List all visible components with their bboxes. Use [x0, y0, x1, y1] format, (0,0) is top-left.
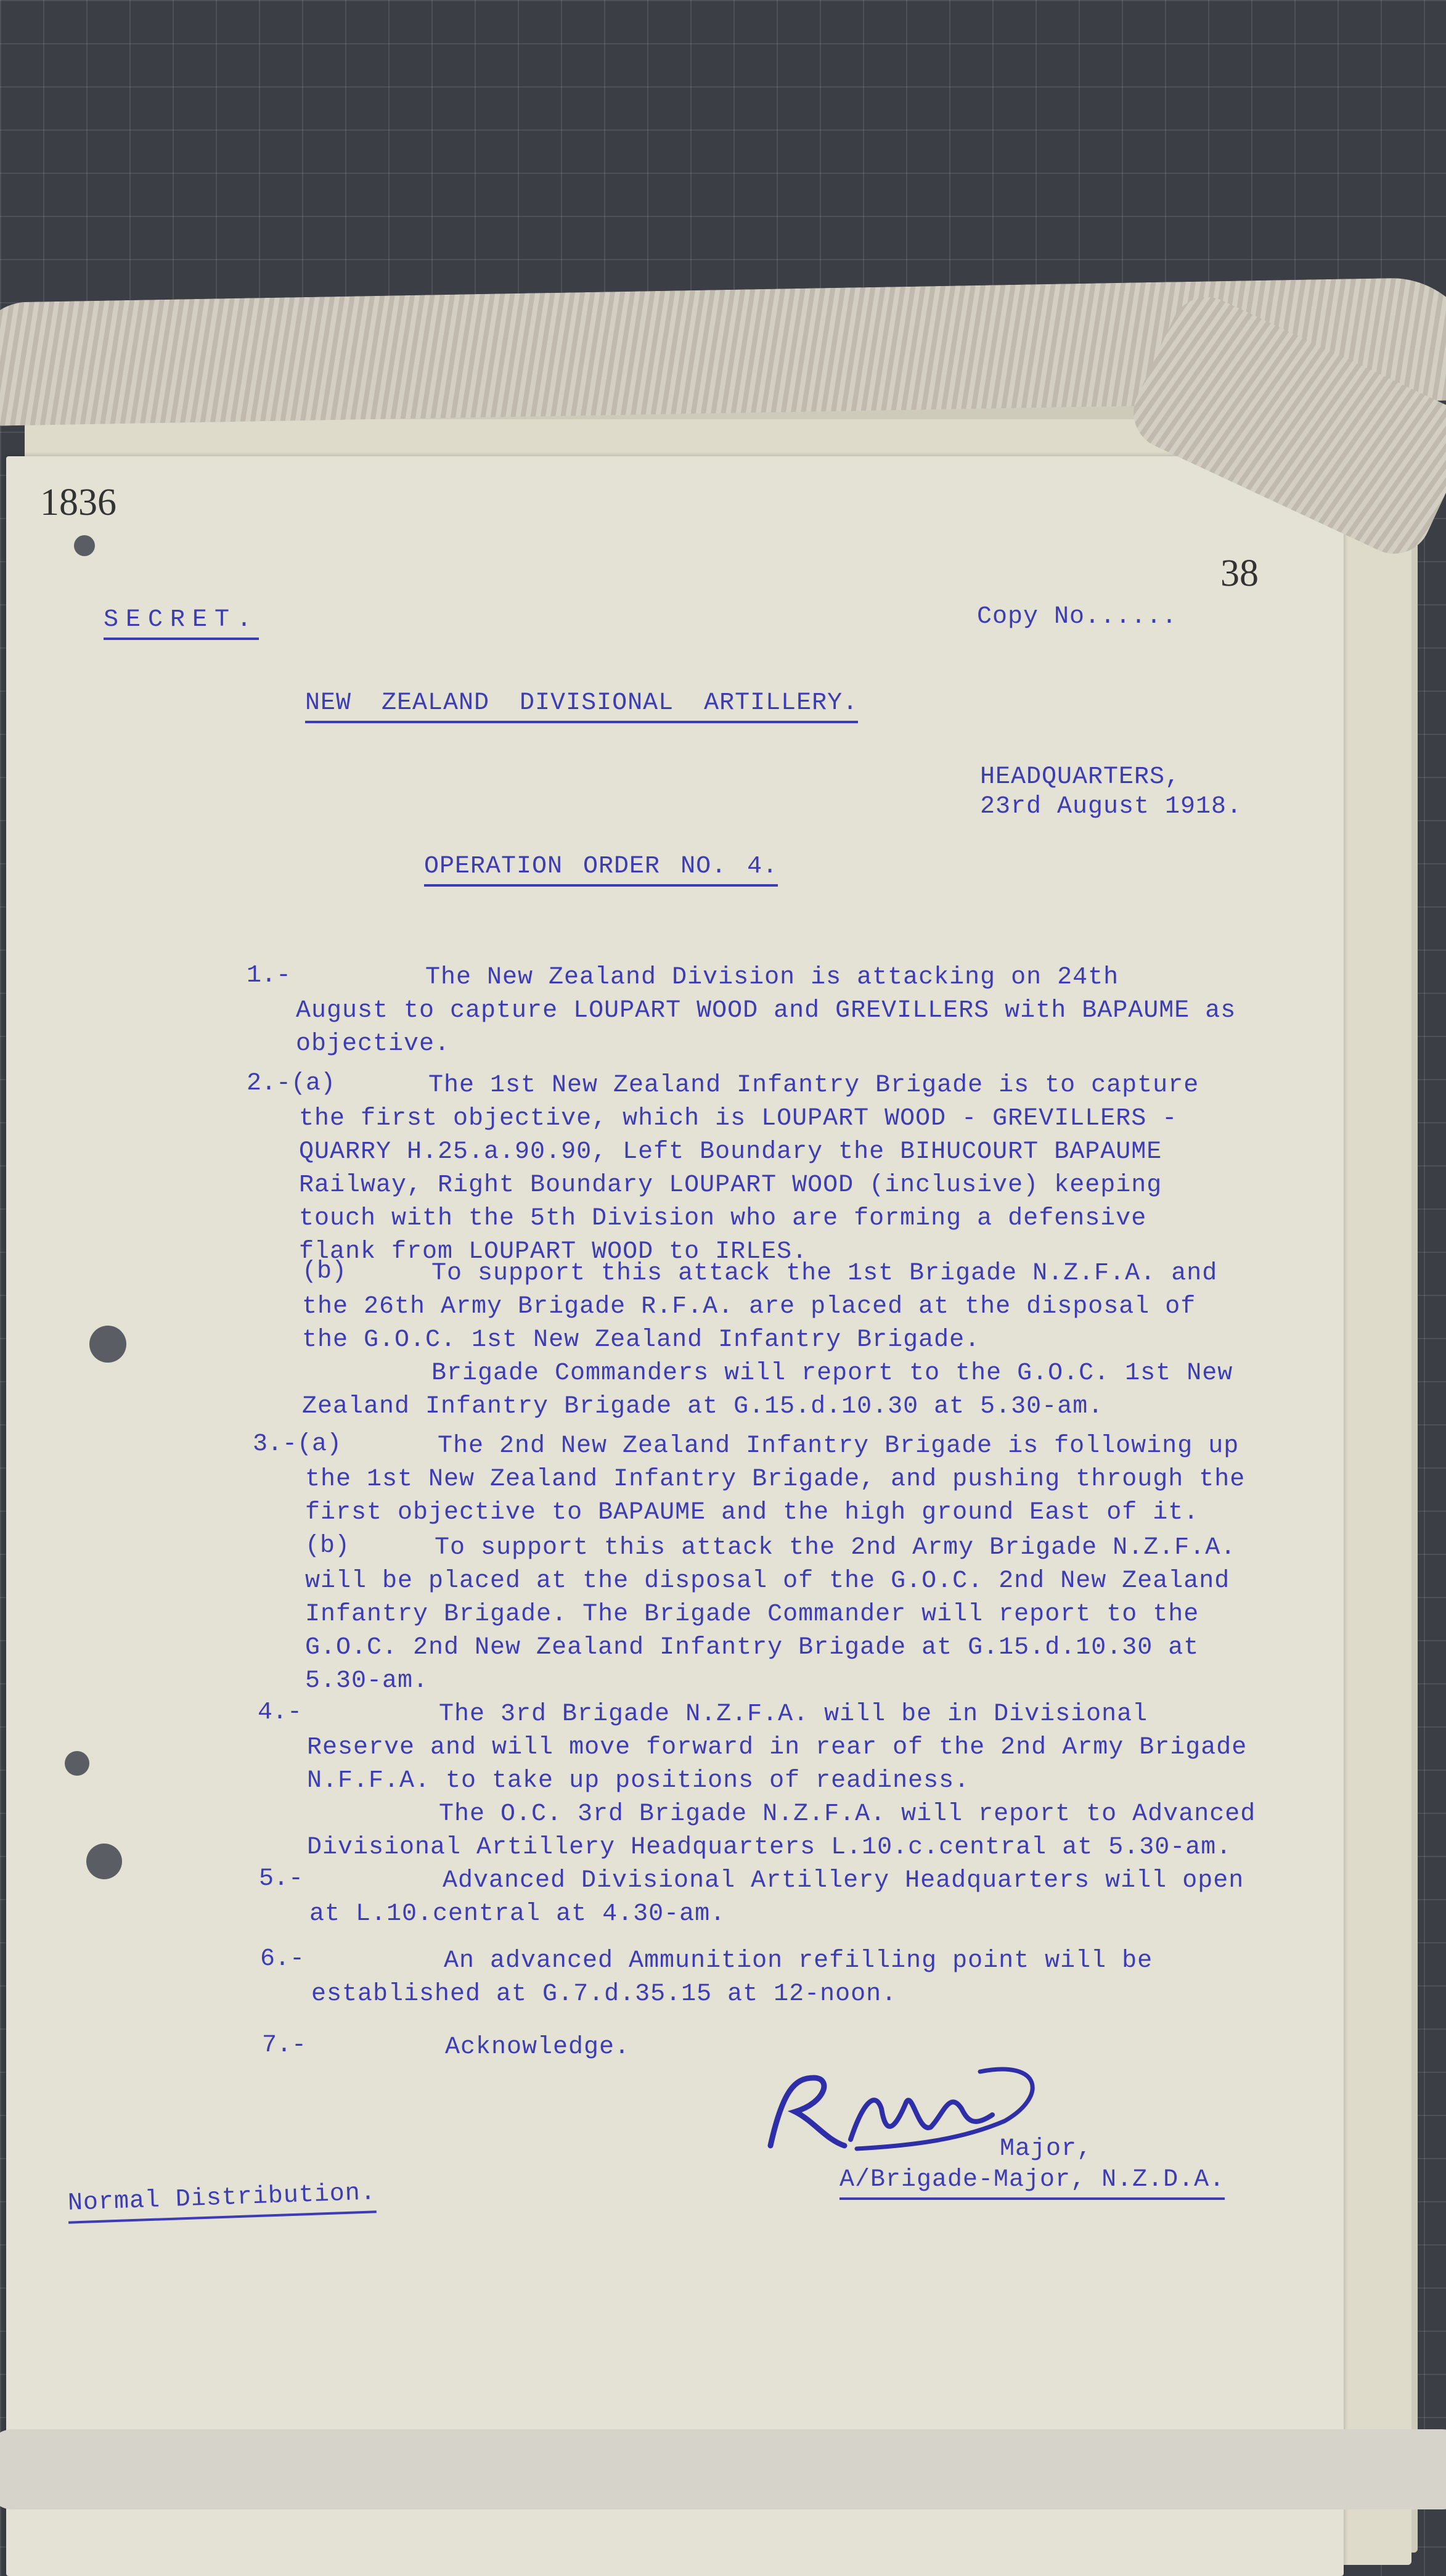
signatory-rank: Major, — [1000, 2135, 1093, 2163]
hq-date: 23rd August 1918. — [980, 793, 1243, 821]
paragraph-line: The 1st New Zealand Infantry Brigade is to capture — [428, 1072, 1199, 1099]
paragraph-line: Advanced Divisional Artillery Headquarters will open — [443, 1867, 1244, 1895]
paragraph-line: To support this attack the 2nd Army Brigade N.Z.F.A. — [435, 1534, 1236, 1562]
paragraph-line: The O.C. 3rd Brigade N.Z.F.A. will report to Advanced — [439, 1800, 1256, 1828]
paragraph-line: Zealand Infantry Brigade at G.15.d.10.30 at 5.30-am. — [302, 1393, 1104, 1421]
paragraph-line: N.F.F.A. to take up positions of readiness. — [307, 1767, 970, 1795]
paragraph-line: the first objective, which is LOUPART WOOD - GREVILLERS - — [299, 1105, 1178, 1133]
paragraph-number: (b) — [302, 1258, 347, 1286]
punch-hole — [86, 1844, 122, 1879]
classification: SECRET. — [104, 604, 259, 640]
paragraph-line: the G.O.C. 1st New Zealand Infantry Brigade. — [302, 1326, 981, 1354]
paragraph-line: at L.10.central at 4.30-am. — [309, 1900, 726, 1928]
paragraph-number: (b) — [305, 1532, 350, 1560]
paragraph-line: touch with the 5th Division who are forming a defensive — [299, 1205, 1147, 1233]
paragraph-line: August to capture LOUPART WOOD and GREVILLERS with BAPAUME as — [296, 997, 1236, 1025]
copy-number: Copy No...... — [977, 603, 1178, 631]
paragraph-line: first objective to BAPAUME and the high ground East of it. — [305, 1499, 1199, 1527]
hq-line: HEADQUARTERS, — [980, 763, 1181, 791]
paragraph-line: To support this attack the 1st Brigade N.Z.F.A. and — [431, 1260, 1218, 1287]
paragraph-line: Divisional Artillery Headquarters L.10.c.central at 5.30-am. — [307, 1834, 1232, 1861]
punch-hole — [89, 1326, 126, 1363]
paragraph-line: Railway, Right Boundary LOUPART WOOD (inclusive) keeping — [299, 1171, 1162, 1199]
paragraph-number: 3.-(a) — [253, 1430, 342, 1458]
paragraph-number: 6.- — [260, 1945, 305, 1973]
paragraph-line: will be placed at the disposal of the G.O.C. 2nd New Zealand — [305, 1567, 1230, 1595]
paragraph-line: established at G.7.d.35.15 at 12-noon. — [311, 1980, 897, 2008]
paragraph-number: 2.-(a) — [247, 1070, 336, 1097]
paragraph-line: QUARRY H.25.a.90.90, Left Boundary the BIHUCOURT BAPAUME — [299, 1138, 1162, 1166]
paragraph-line: G.O.C. 2nd New Zealand Infantry Brigade at G.15.d.10.30 at — [305, 1634, 1199, 1662]
paragraph-line: 5.30-am. — [305, 1667, 429, 1695]
signatory-appointment: A/Brigade-Major, N.Z.D.A. — [839, 2164, 1225, 2200]
unit-title: NEW ZEALAND DIVISIONAL ARTILLERY. — [305, 687, 858, 723]
paragraph-line: The New Zealand Division is attacking on 24th — [425, 964, 1119, 991]
paragraph-line: the 1st New Zealand Infantry Brigade, and pushing through the — [305, 1466, 1246, 1493]
paragraph-number: 5.- — [259, 1865, 304, 1893]
paragraph-line: the 26th Army Brigade R.F.A. are placed at the disposal of — [302, 1293, 1196, 1321]
archive-number: 1836 — [40, 482, 116, 523]
paragraph-line: Infantry Brigade. The Brigade Commander will report to the — [305, 1601, 1199, 1628]
punch-hole — [65, 1751, 89, 1776]
paragraph-line: Brigade Commanders will report to the G.O.C. 1st New — [431, 1360, 1233, 1387]
paragraph-number: 1.- — [247, 962, 292, 990]
distribution: Normal Distribution. — [67, 2177, 377, 2223]
binding-tape-bottom — [0, 2429, 1446, 2509]
paragraph-number: 7.- — [262, 2032, 307, 2059]
paragraph-number: 4.- — [258, 1699, 303, 1726]
paragraph-line: flank from LOUPART WOOD to IRLES. — [299, 1238, 808, 1266]
page-number: 38 — [1220, 552, 1259, 594]
paragraph-line: An advanced Ammunition refilling point will be — [444, 1947, 1153, 1975]
paragraph-line: Reserve and will move forward in rear of the 2nd Army Brigade — [307, 1734, 1248, 1762]
paragraph-line: The 2nd New Zealand Infantry Brigade is following up — [438, 1432, 1240, 1460]
paragraph-line: Acknowledge. — [445, 2033, 631, 2061]
paragraph-line: objective. — [296, 1030, 451, 1058]
order-title: OPERATION ORDER NO. 4. — [424, 851, 778, 887]
punch-hole — [74, 535, 95, 556]
paragraph-line: The 3rd Brigade N.Z.F.A. will be in Divisional — [439, 1700, 1148, 1728]
